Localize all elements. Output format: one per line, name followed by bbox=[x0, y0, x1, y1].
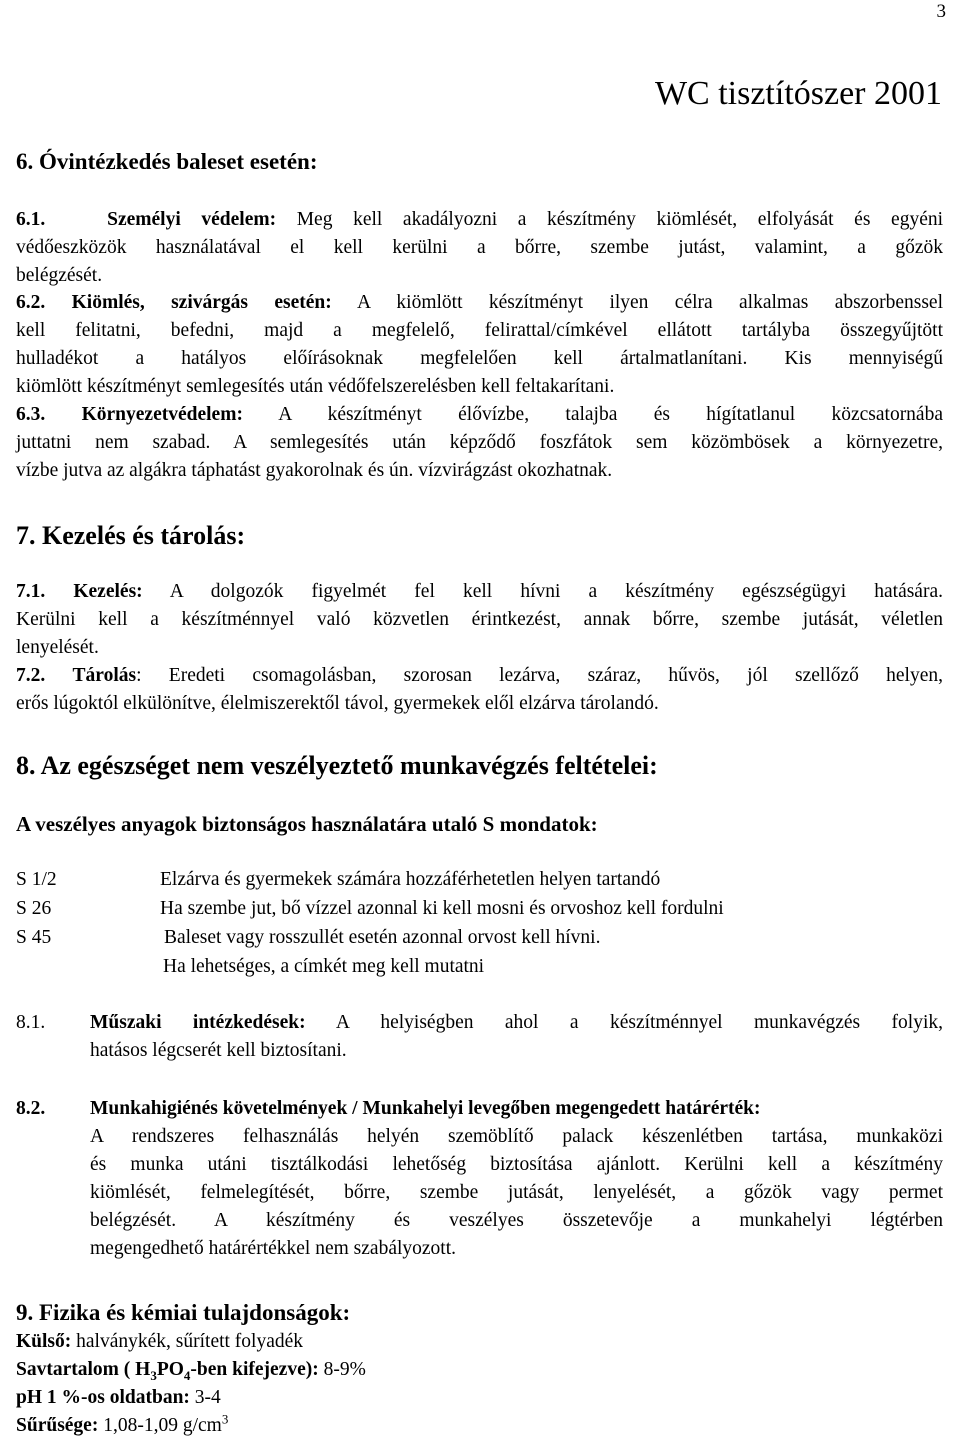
paragraph-6-2-text-3: hulladékot a hatályos előírásoknak megfelelően kell ártalmatlanítani. Kis mennyiségű bbox=[16, 348, 943, 369]
section-8-title: 8. Az egészséget nem veszélyeztető munkavégzés feltételei: bbox=[16, 751, 658, 780]
paragraph-8-2-text-2: és munka utáni tisztálkodási lehetőség biztosítása ajánlott. Kerülni kell a készítmény bbox=[90, 1154, 943, 1175]
paragraph-6-1 bbox=[16, 206, 943, 290]
paragraph-7-2-number: 7.2. bbox=[16, 665, 46, 686]
paragraph-6-2-text-4: kiömlött készítményt semlegesítés után védőfelszerelésben kell feltakarítani. bbox=[16, 376, 615, 397]
property-appearance-label: Külső: bbox=[16, 1331, 72, 1352]
property-acid-content bbox=[16, 1356, 943, 1384]
paragraph-8-1-number: 8.1. bbox=[16, 1012, 46, 1033]
section-7-title: 7. Kezelés és tárolás: bbox=[16, 521, 246, 550]
s-phrases-subtitle: A veszélyes anyagok biztonságos használatára utaló S mondatok: bbox=[16, 812, 598, 836]
acid-label-part-1: Savtartalom ( H bbox=[16, 1359, 151, 1380]
acid-label-sub-1: 3 bbox=[150, 1367, 157, 1383]
s-phrases-table bbox=[16, 866, 943, 982]
paragraph-6-1-text-3: belégzését. bbox=[16, 265, 103, 286]
paragraph-6-2-label: Kiömlés, szivárgás esetén: bbox=[71, 292, 332, 313]
paragraph-8-2-text-5: megengedhető határértékkel nem szabályozott. bbox=[90, 1238, 457, 1259]
paragraph-6-2-number: 6.2. bbox=[16, 292, 46, 313]
paragraph-8-2-text-4: belégzését. A készítmény és veszélyes összetevője a munkahelyi légtérben bbox=[90, 1210, 943, 1231]
properties-list bbox=[16, 1328, 943, 1440]
s-phrase-text: Ha szembe jut, bő vízzel azonnal ki kell mosni és orvoshoz kell fordulni bbox=[160, 898, 724, 919]
section-6-title: 6. Óvintézkedés baleset esetén: bbox=[16, 149, 318, 174]
s-phrase-text: Ha lehetséges, a címkét meg kell mutatni bbox=[163, 956, 485, 977]
paragraph-7-1-label: Kezelés: bbox=[73, 581, 143, 602]
paragraph-6-1-text-2: védőeszközök használatával el kell kerülni a bőrre, szembe jutást, valamint, a gőzök bbox=[16, 237, 943, 258]
paragraph-7-2-text-1: : Eredeti csomagolásban, szorosan lezárva, száraz, hűvös, jól szellőző helyen, bbox=[136, 665, 944, 686]
acid-label-part-3: -ben kifejezve): bbox=[190, 1359, 319, 1380]
paragraph-6-2 bbox=[16, 289, 943, 485]
acid-label-part-2: PO bbox=[156, 1359, 184, 1380]
paragraph-6-3-text-2: juttatni nem szabad. A semlegesítés után képződő foszfátok sem közömbösek a környezetre, bbox=[16, 432, 943, 453]
property-ph bbox=[16, 1384, 943, 1412]
paragraph-6-1-line-1 bbox=[16, 206, 943, 234]
property-density bbox=[16, 1412, 943, 1440]
paragraph-8-2-text-1: A rendszeres felhasználás helyén szemöblítő palack készenlétben tartása, munkaközi bbox=[90, 1126, 943, 1147]
property-density-unit-exponent: 3 bbox=[221, 1411, 229, 1427]
s-phrase-code: S 1/2 bbox=[16, 869, 57, 890]
acid-label-sub-2: 4 bbox=[183, 1367, 191, 1383]
paragraph-8-2-text-3: kiömlését, felmelegítését, bőrre, szembe jutását, lenyelését, a gőzök vagy permet bbox=[90, 1182, 943, 1203]
paragraph-8-1-text-2: hatásos légcserét kell biztosítani. bbox=[90, 1040, 347, 1061]
page-number: 3 bbox=[936, 1, 946, 22]
s-phrase-code: S 45 bbox=[16, 927, 52, 948]
paragraph-6-3-label: Környezetvédelem: bbox=[81, 404, 243, 425]
paragraph-7-1 bbox=[16, 578, 943, 718]
paragraph-6-1-text-1: Meg kell akadályozni a készítmény kiömlését, elfolyását és egyéni bbox=[296, 209, 944, 230]
s-phrase-code: S 26 bbox=[16, 898, 52, 919]
property-appearance-value: halványkék, sűrített folyadék bbox=[71, 1331, 304, 1352]
s-phrase-row bbox=[16, 866, 943, 895]
paragraph-7-1-number: 7.1. bbox=[16, 581, 46, 602]
property-appearance bbox=[16, 1328, 943, 1356]
property-ph-value: 3-4 bbox=[189, 1387, 221, 1408]
section-9-title: 9. Fizika és kémiai tulajdonságok: bbox=[16, 1300, 351, 1325]
paragraph-7-2-line-1 bbox=[16, 662, 943, 690]
paragraph-8-1 bbox=[90, 1009, 943, 1065]
property-ph-label: pH 1 %-os oldatban: bbox=[16, 1387, 190, 1408]
document-title: WC tisztítószer 2001 bbox=[654, 75, 942, 112]
paragraph-8-1-text-1: A helyiségben ahol a készítménnyel munkavégzés folyik, bbox=[335, 1012, 943, 1033]
paragraph-6-2-line-1 bbox=[16, 289, 943, 317]
paragraph-6-3-line-1 bbox=[16, 401, 943, 429]
s-phrase-text: Elzárva és gyermekek számára hozzáférhetetlen helyen tartandó bbox=[160, 869, 661, 890]
paragraph-8-1-line-1 bbox=[90, 1009, 943, 1037]
paragraph-6-3-text-3: vízbe jutva az algákra táphatást gyakorolnak és ún. vízvirágzást okozhatnak. bbox=[16, 460, 613, 481]
paragraph-6-2-text-1: A kiömlött készítményt ilyen célra alkalmas abszorbenssel bbox=[357, 292, 943, 313]
paragraph-6-1-number: 6.1. bbox=[16, 209, 46, 230]
s-phrase-row bbox=[16, 953, 943, 982]
property-density-value: 1,08-1,09 g/cm bbox=[98, 1415, 222, 1436]
s-phrase-row bbox=[16, 924, 943, 953]
s-phrase-row bbox=[16, 895, 943, 924]
paragraph-6-2-text-2: kell felitatni, befedni, majd a megfelelő, felirattal/címkével ellátott tartályba összegyűjtött bbox=[16, 320, 943, 341]
paragraph-7-2-text-2: erős lúgoktól elkülönítve, élelmiszerektől távol, gyermekek elől elzárva tárolandó. bbox=[16, 693, 659, 714]
paragraph-6-3-number: 6.3. bbox=[16, 404, 46, 425]
property-acid-content-label bbox=[16, 1359, 319, 1383]
paragraph-8-2-label: Munkahigiénés követelmények / Munkahelyi levegőben megengedett határérték: bbox=[90, 1098, 761, 1119]
paragraph-7-1-text-1: A dolgozók figyelmét fel kell hívni a készítmény egészségügyi hatására. bbox=[169, 581, 943, 602]
paragraph-7-2-label: Tárolás bbox=[72, 665, 137, 686]
paragraph-7-1-text-3: lenyelését. bbox=[16, 637, 99, 658]
paragraph-6-3-text-1: A készítményt élővízbe, talajba és hígítatlanul közcsatornába bbox=[278, 404, 943, 425]
s-phrase-text: Baleset vagy rosszullét esetén azonnal orvost kell hívni. bbox=[164, 927, 601, 948]
property-acid-content-value: 8-9% bbox=[318, 1359, 366, 1380]
paragraph-6-1-label: Személyi védelem: bbox=[107, 209, 277, 230]
paragraph-7-1-text-2: Kerülni kell a készítménnyel való közvetlen érintkezést, annak bőrre, szembe jutását, véletlen bbox=[16, 609, 943, 630]
paragraph-8-1-label: Műszaki intézkedések: bbox=[90, 1012, 306, 1033]
paragraph-8-2-number: 8.2. bbox=[16, 1098, 46, 1119]
paragraph-7-1-line-1 bbox=[16, 578, 943, 606]
paragraph-8-2 bbox=[90, 1095, 943, 1263]
property-density-label: Sűrűsége: bbox=[16, 1415, 99, 1436]
